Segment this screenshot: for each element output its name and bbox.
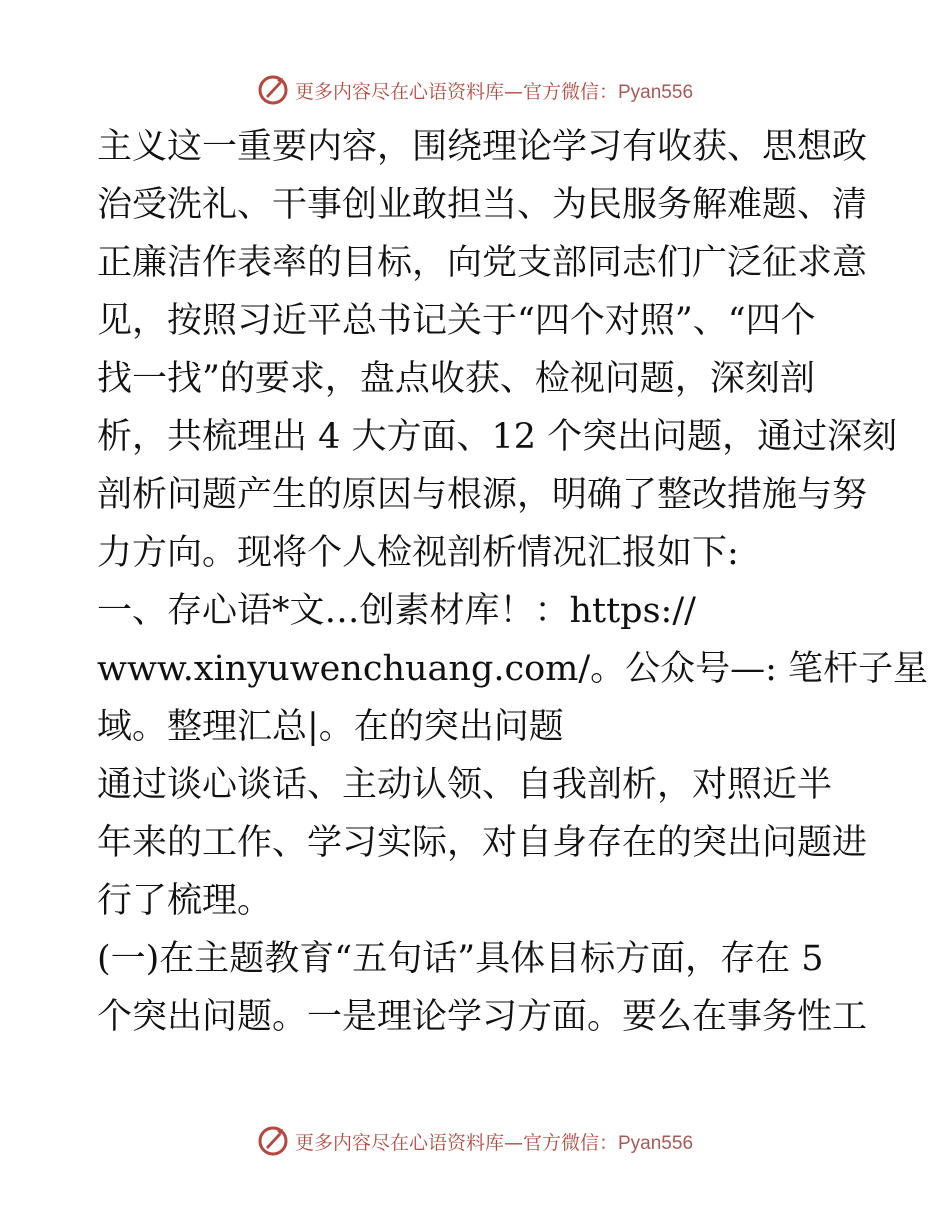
- body-line: 通过谈心谈话、主动认领、自我剖析，对照近半: [97, 765, 833, 805]
- watermark-account: Pyan556: [618, 81, 694, 103]
- quill-logo-icon: [257, 1125, 289, 1157]
- body-line: 析，共梳理出 4 大方面、12 个突出问题，通过深刻: [97, 417, 898, 457]
- body-line: 个突出问题。一是理论学习方面。要么在事务性工: [97, 997, 868, 1037]
- quill-logo-icon: [257, 74, 289, 106]
- section-heading-line: www.xinyuwenchuang.com/。公众号—: 笔杆子星: [97, 649, 929, 689]
- subsection-line: (一)在主题教育“五句话”具体目标方面，存在 5: [97, 939, 824, 979]
- section-heading-line: 域。整理汇总|。在的突出问题: [97, 707, 564, 747]
- body-line: 主义这一重要内容，围绕理论学习有收获、思想政: [97, 127, 868, 167]
- header-watermark: [0, 70, 950, 110]
- body-line: 行了梳理。: [97, 881, 273, 921]
- body-line: 找一找”的要求，盘点收获、检视问题，深刻剖: [97, 359, 815, 399]
- footer-watermark: [0, 1121, 950, 1161]
- section-heading-line: 一、存心语*文…创素材库！：https://: [97, 591, 696, 631]
- body-line: 年来的工作、学习实际，对自身存在的突出问题进: [97, 823, 868, 863]
- body-line: 力方向。现将个人检视剖析情况汇报如下:: [97, 533, 739, 573]
- body-line: 治受洗礼、干事创业敢担当、为民服务解难题、清: [97, 185, 868, 225]
- body-line: 正廉洁作表率的目标，向党支部同志们广泛征求意: [97, 243, 868, 283]
- body-line: 剖析问题产生的原因与根源，明确了整改措施与努: [97, 475, 868, 515]
- watermark-text: 更多内容尽在心语资料库—官方微信：Pyan556: [294, 1131, 694, 1154]
- watermark-account: Pyan556: [618, 1132, 694, 1154]
- body-line: 见，按照习近平总书记关于“四个对照”、“四个: [97, 301, 816, 341]
- watermark-text: 更多内容尽在心语资料库—官方微信：Pyan556: [294, 80, 694, 103]
- document-body: [97, 118, 929, 1046]
